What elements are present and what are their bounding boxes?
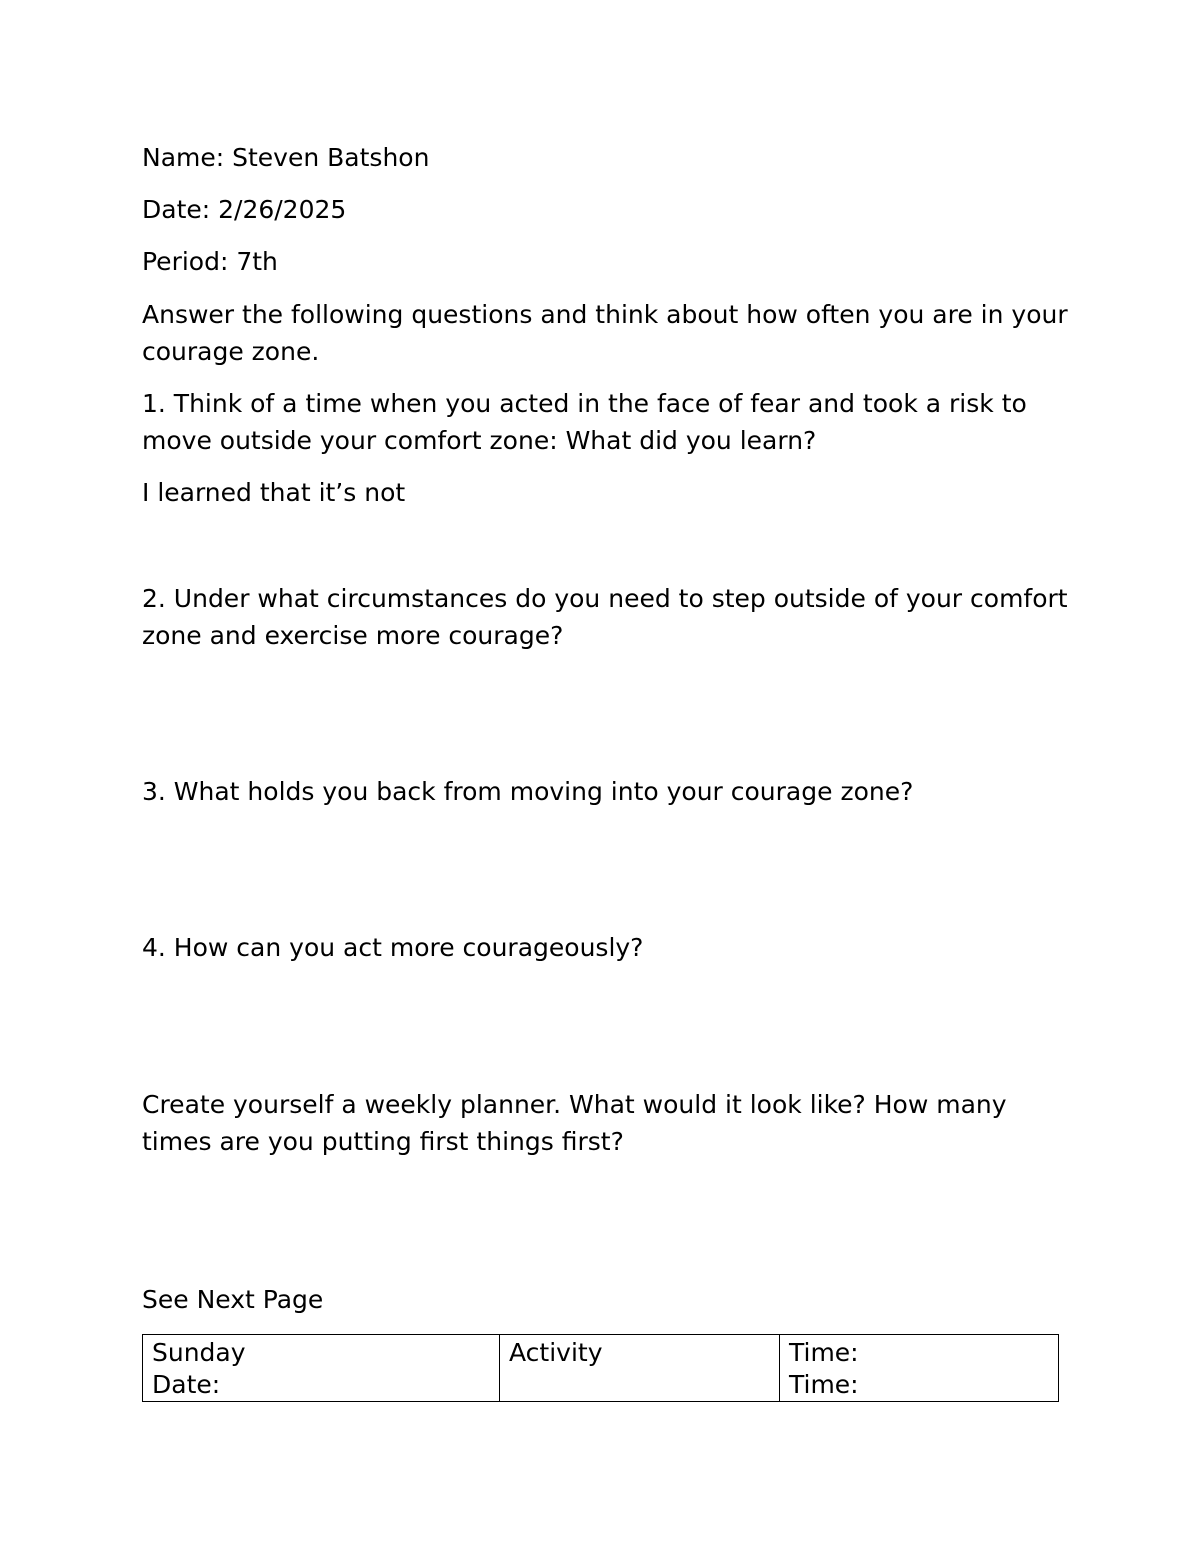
question-3: 3. What holds you back from moving into your courage zone? xyxy=(142,777,914,806)
time-label-2: Time: xyxy=(789,1370,859,1399)
activity-cell xyxy=(500,1335,780,1402)
day-cell xyxy=(143,1335,500,1402)
question-1: 1. Think of a time when you acted in the face of fear and took a risk to move outside your comfort zone: What did you learn? xyxy=(142,389,1027,455)
student-name: Name: Steven Batshon xyxy=(142,143,430,172)
time-cell xyxy=(780,1335,1059,1402)
question-4: 4. How can you act more courageously? xyxy=(142,933,644,962)
date-label: Date: xyxy=(152,1370,221,1399)
class-period: Period: 7th xyxy=(142,247,278,276)
planner-prompt: Create yourself a weekly planner. What would it look like? How many times are you putting first things first? xyxy=(142,1090,1007,1156)
answer-1: I learned that it’s not xyxy=(142,478,406,507)
question-2: 2. Under what circumstances do you need to step outside of your comfort zone and exercise more courage? xyxy=(142,584,1068,650)
instructions: Answer the following questions and think about how often you are in your courage zone. xyxy=(142,300,1068,366)
weekly-planner-table xyxy=(142,1334,1059,1402)
assignment-date: Date: 2/26/2025 xyxy=(142,195,347,224)
table-row xyxy=(143,1335,1059,1402)
day-label: Sunday xyxy=(152,1338,246,1367)
time-label-1: Time: xyxy=(789,1338,859,1367)
see-next-page: See Next Page xyxy=(142,1285,324,1314)
activity-label: Activity xyxy=(509,1338,603,1367)
